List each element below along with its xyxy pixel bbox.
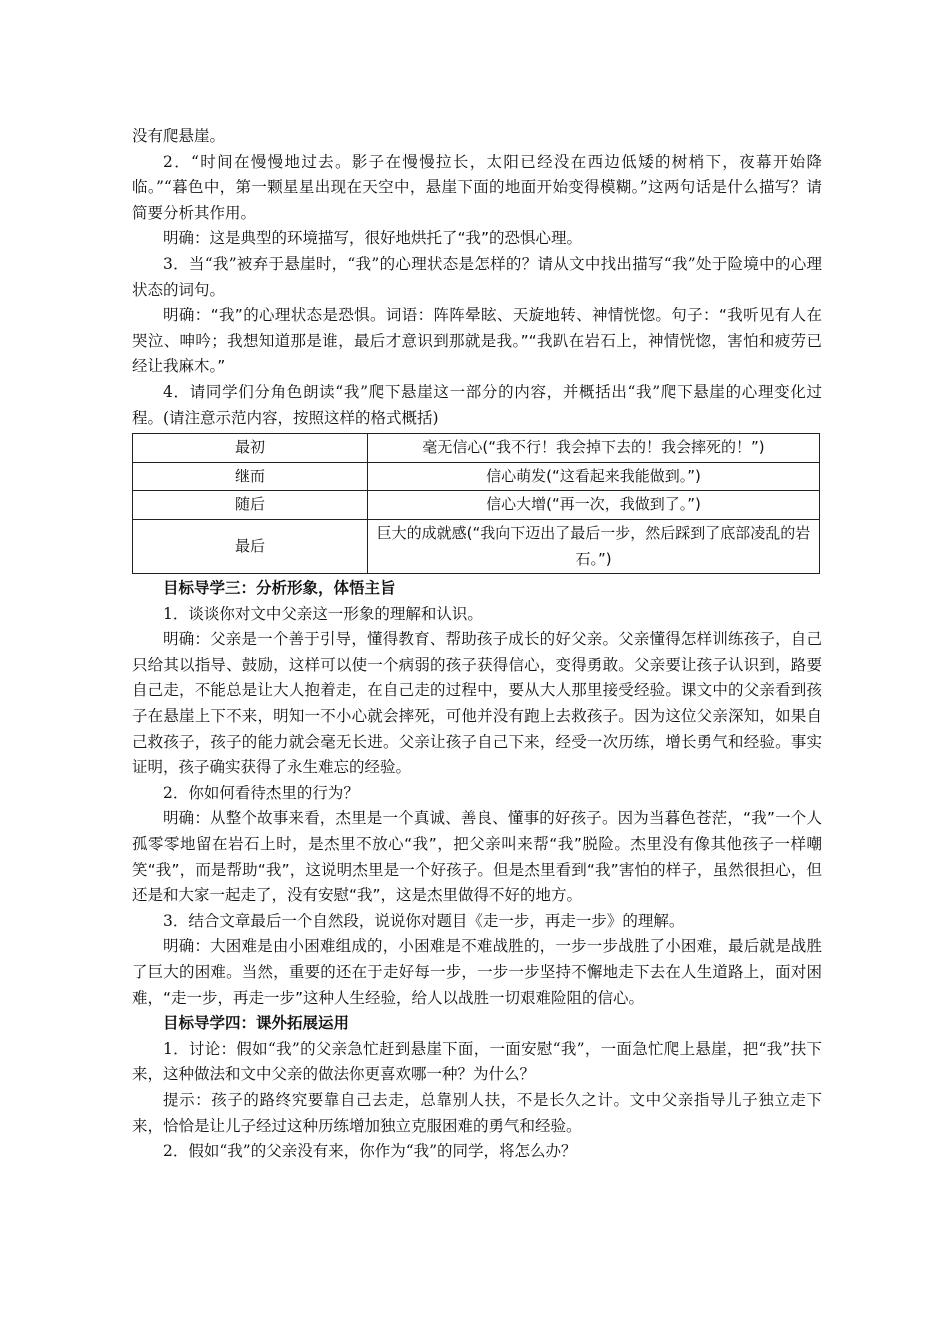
s3-answer-3: 明确：大困难是由小困难组成的，小困难是不难战胜的，一步一步战胜了小困难，最后就是战胜了巨大的困难。当然，重要的还在于走好每一步，一步一步坚持不懈地走下去在人生道路上，面对困难，“走一步，再走一步”这种人生经验，给人以战胜一切艰难险阻的信心。 xyxy=(132,937,822,1007)
s4-question-1: 1．讨论：假如“我”的父亲急忙赶到悬崖下面，一面安慰“我”，一面急忙爬上悬崖，把“我”扶下来，这种做法和文中父亲的做法你更喜欢哪一种？为什么？ xyxy=(132,1039,822,1084)
s4-question-2: 2．假如“我”的父亲没有来，你作为“我”的同学，将怎么办？ xyxy=(163,1142,577,1161)
section-3-heading: 目标导学三：分析形象，体悟主旨 xyxy=(163,579,396,598)
desc-cell: 巨大的成就感(“我向下迈出了最后一步，然后踩到了底部凌乱的岩石。”) xyxy=(368,519,820,573)
table-row xyxy=(133,434,820,463)
stage-cell: 最初 xyxy=(133,434,368,463)
stage-cell: 最后 xyxy=(133,519,368,573)
answer-3: 明确：“我”的心理状态是恐惧。词语：阵阵晕眩、天旋地转、神情恍惚。句子：“我听见有人在哭泣、呻吟；我想知道那是谁，最后才意识到那就是我。”“我趴在岩石上，神情恍惚，害怕和疲劳已经让我麻木。” xyxy=(132,306,822,376)
top-fragment: 没有爬悬崖。 xyxy=(132,127,226,145)
desc-cell: 信心萌发(“这看起来我能做到。”) xyxy=(368,462,820,491)
section-4-heading: 目标导学四：课外拓展运用 xyxy=(163,1014,350,1033)
table-row xyxy=(133,491,820,520)
desc-cell: 毫无信心(“我不行！我会掉下去的！我会摔死的！”) xyxy=(368,434,820,463)
s3-question-1: 1．谈谈你对文中父亲这一形象的理解和认识。 xyxy=(163,604,483,623)
s3-question-2: 2．你如何看待杰里的行为？ xyxy=(163,783,359,802)
desc-cell: 信心大增(“再一次，我做到了。”) xyxy=(368,491,820,520)
mood-change-table xyxy=(132,433,820,574)
s3-answer-1: 明确：父亲是一个善于引导，懂得教育、帮助孩子成长的好父亲。父亲懂得怎样训练孩子，自己只给其以指导、鼓励，这样可以使一个病弱的孩子获得信心，变得勇敢。父亲要让孩子认识到，路要自己走，不能总是让大人抱着走，在自己走的过程中，要从大人那里接受经验。课文中的父亲看到孩子在悬崖上下不来，明知一不小心就会摔死，可他并没有跑上去救孩子。因为这位父亲深知，如果自己救孩子，孩子的能力就会毫无长进。父亲让孩子自己下来，经受一次历练，增长勇气和经验。事实证明，孩子确实获得了永生难忘的经验。 xyxy=(132,630,822,777)
table-row xyxy=(133,519,820,573)
stage-cell: 继而 xyxy=(133,462,368,491)
table-row xyxy=(133,462,820,491)
question-2: 2．“时间在慢慢地过去。影子在慢慢拉长，太阳已经没在西边低矮的树梢下，夜幕开始降临。”“暮色中，第一颗星星出现在天空中，悬崖下面的地面开始变得模糊。”这两句话是什么描写？请简要分析其作用。 xyxy=(132,152,822,222)
s4-answer-1: 提示：孩子的路终究要靠自己去走，总靠别人扶，不是长久之计。文中父亲指导儿子独立走下来，恰恰是让儿子经过这种历练增加独立克服困难的勇气和经验。 xyxy=(132,1090,822,1135)
s3-answer-2: 明确：从整个故事来看，杰里是一个真诚、善良、懂事的好孩子。因为当暮色苍茫，“我”一个人孤零零地留在岩石上时，是杰里不放心“我”，把父亲叫来帮“我”脱险。杰里没有像其他孩子一样嘲笑“我”，而是帮助“我”，这说明杰里是一个好孩子。但是杰里看到“我”害怕的样子，虽然很担心，但还是和大家一起走了，没有安慰“我”，这是杰里做得不好的地方。 xyxy=(132,809,822,905)
s3-question-3: 3．结合文章最后一个自然段，说说你对题目《走一步，再走一步》的理解。 xyxy=(163,911,685,930)
question-3: 3．当“我”被弃于悬崖时，“我”的心理状态是怎样的？请从文中找出描写“我”处于险境中的心理状态的词句。 xyxy=(132,254,822,299)
question-4: 4．请同学们分角色朗读“我”爬下悬崖这一部分的内容，并概括出“我”爬下悬崖的心理变化过程。(请注意示范内容，按照这样的格式概括) xyxy=(132,382,822,427)
stage-cell: 随后 xyxy=(133,491,368,520)
document-page xyxy=(132,124,822,1165)
answer-2: 明确：这是典型的环境描写，很好地烘托了“我”的恐惧心理。 xyxy=(163,229,583,248)
